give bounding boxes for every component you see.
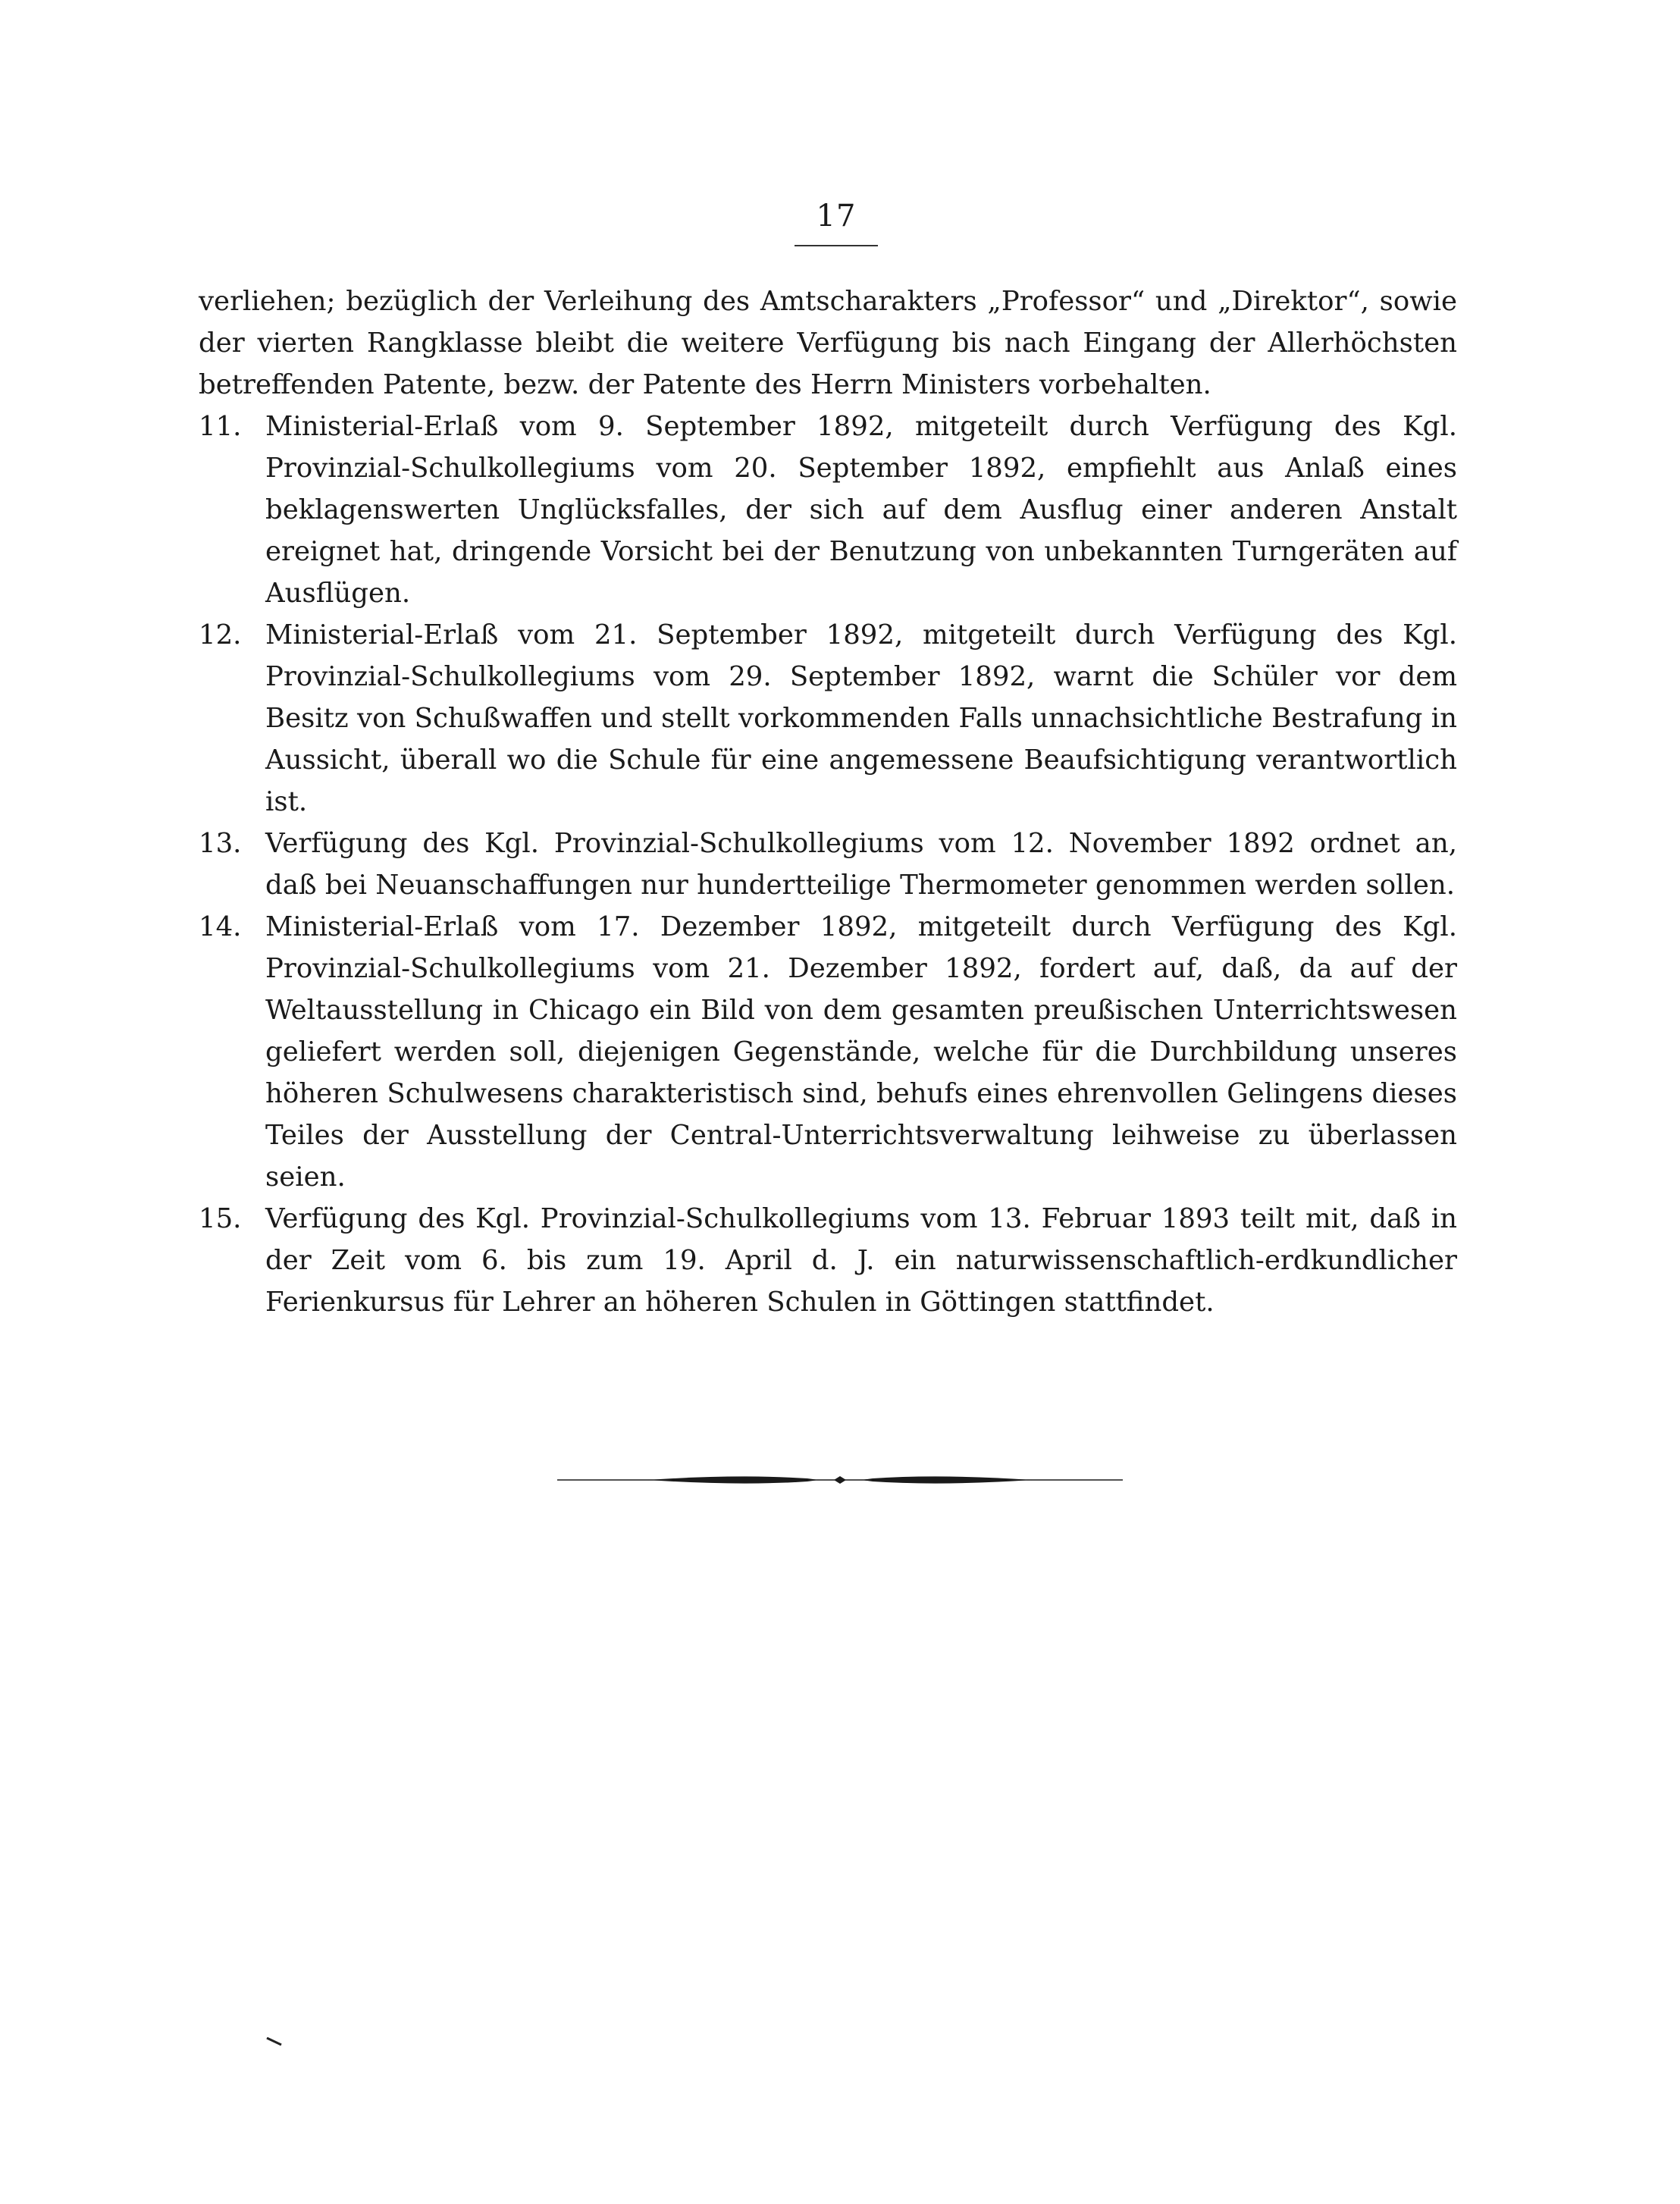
page-number: 17 xyxy=(816,199,857,234)
list-item xyxy=(199,906,1457,1198)
item-number: 12. xyxy=(199,619,242,651)
section-end-ornament-icon xyxy=(557,1471,1123,1489)
body-text xyxy=(199,281,1457,1323)
stray-mark-icon xyxy=(266,2037,283,2046)
item-text: Ministerial-Erlaß vom 21. September 1892, mitgeteilt durch Verfügung des Kgl. Provinzial-Schulkollegiums vom 29. September 1892, warnt die Schüler vor dem Besitz von Schußwaffen und stellt vorkommenden Falls unnachsichtliche Bestrafung in Aussicht, überall wo die Schule für eine angemessene Beaufsichtigung verantwortlich ist. xyxy=(265,619,1457,817)
list-item xyxy=(199,406,1457,614)
item-text: Ministerial-Erlaß vom 9. September 1892, mitgeteilt durch Verfügung des Kgl. Provinzial-Schulkollegiums vom 20. September 1892, empfiehlt aus Anlaß eines beklagenswerten Unglücksfalles, der sich auf dem Ausflug einer anderen Anstalt ereignet hat, dringende Vorsicht bei der Benutzung von unbekannten Turngeräten auf Ausflügen. xyxy=(265,411,1457,609)
item-number: 14. xyxy=(199,911,242,942)
list-item xyxy=(199,1198,1457,1323)
item-number: 13. xyxy=(199,828,242,859)
page-number-rule xyxy=(795,245,878,246)
item-number: 11. xyxy=(199,411,242,442)
list-item xyxy=(199,823,1457,906)
item-text: Verfügung des Kgl. Provinzial-Schulkollegiums vom 13. Februar 1893 teilt mit, daß in der Zeit vom 6. bis zum 19. April d. J. ein naturwissenschaftlich-erdkundlicher Ferienkursus für Lehrer an höheren Schulen in Göttingen stattfindet. xyxy=(265,1203,1457,1318)
list-item xyxy=(199,614,1457,823)
item-number: 15. xyxy=(199,1203,242,1234)
item-text: Ministerial-Erlaß vom 17. Dezember 1892, mitgeteilt durch Verfügung des Kgl. Provinzial-Schulkollegiums vom 21. Dezember 1892, fordert auf, daß, da auf der Weltausstellung in Chicago ein Bild von dem gesamten preußischen Unterrichtswesen geliefert werden soll, diejenigen Gegenstände, welche für die Durchbildung unseres höheren Schulwesens charakteristisch sind, behufs eines ehrenvollen Gelingens dieses Teiles der Ausstellung der Central-Unterrichtsverwaltung leihweise zu überlassen seien. xyxy=(265,911,1457,1193)
item-text: Verfügung des Kgl. Provinzial-Schulkollegiums vom 12. November 1892 ordnet an, daß bei Neuanschaffungen nur hundertteilige Thermometer genommen werden sollen. xyxy=(265,828,1457,901)
intro-paragraph: verliehen; bezüglich der Verleihung des Amtscharakters „Professor“ und „Direktor“, sowie der vierten Rangklasse bleibt die weitere Verfügung bis nach Eingang der Allerhöchsten betreffenden Patente, bezw. der Patente des Herrn Ministers vorbehalten. xyxy=(199,286,1457,400)
